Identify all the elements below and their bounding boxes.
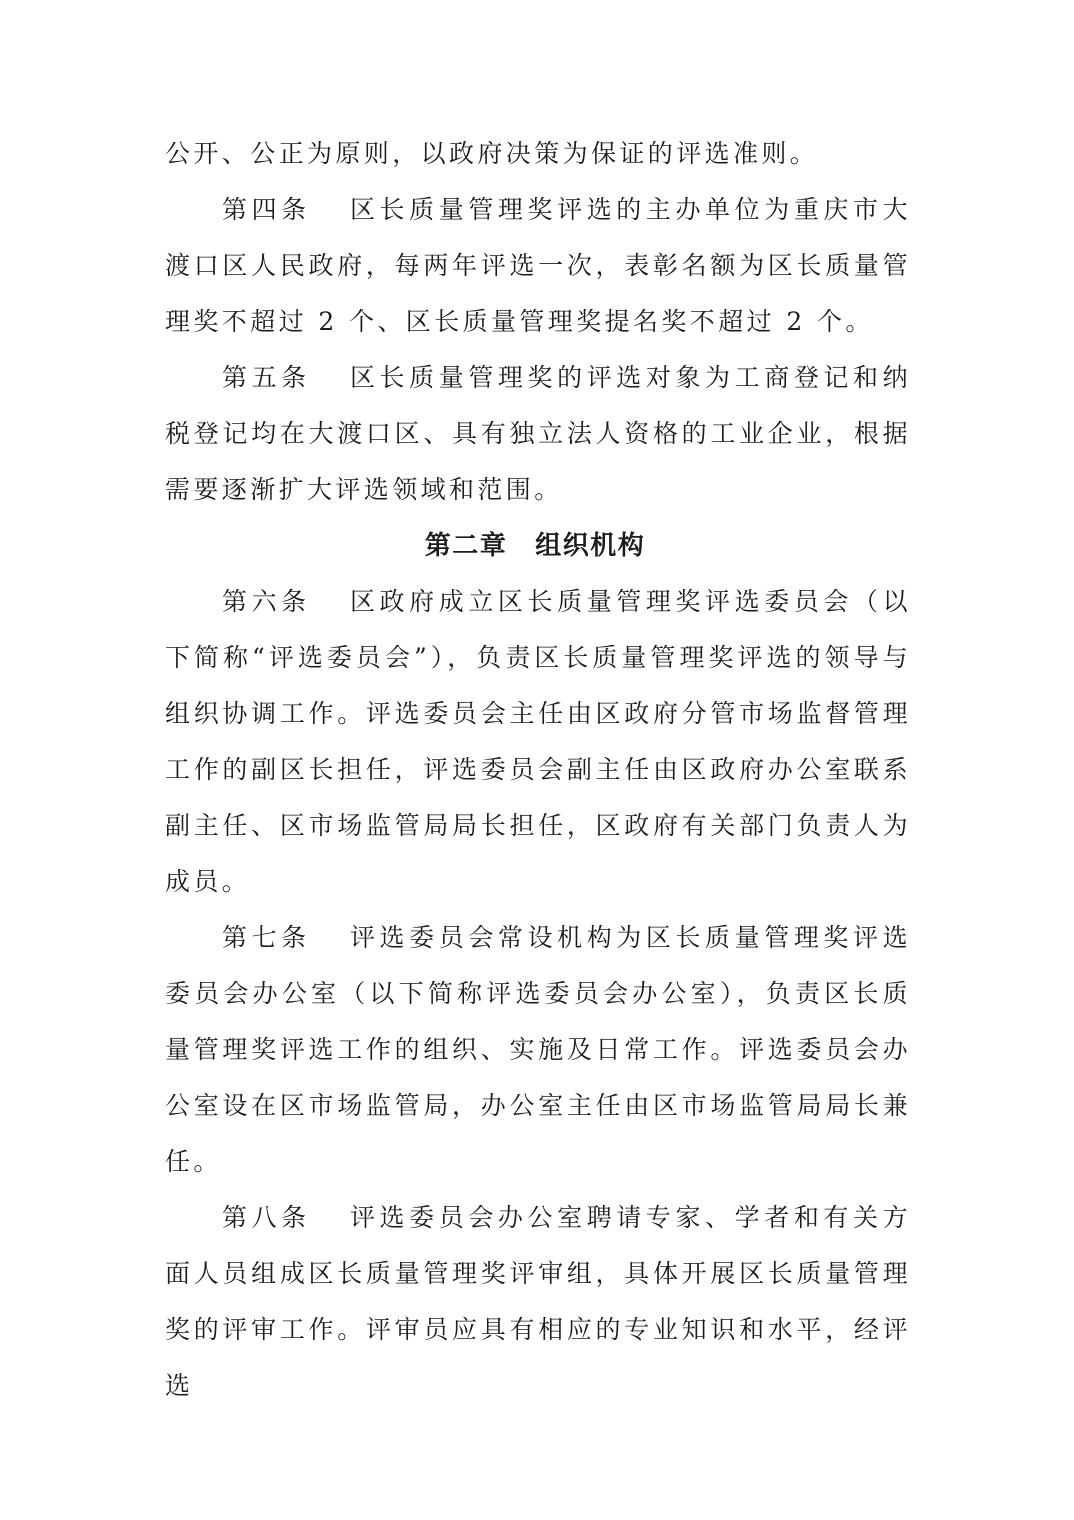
- article-6-text: 区政府成立区长质量管理奖评选委员会（以下简称“评选委员会”），负责区长质量管理奖评选的领导与组织协调工作。评选委员会主任由区政府分管市场监督管理工作的副区长担任，评选委员会副主任由区政府办公室联系副主任、区市场监管局局长担任，区政府有关部门负责人为成员。: [165, 587, 911, 896]
- article-8-label: 第八条: [222, 1203, 311, 1232]
- article-4-label: 第四条: [222, 195, 311, 224]
- article-5-label: 第五条: [222, 363, 311, 392]
- article-5: [165, 350, 911, 518]
- article-7-label: 第七条: [222, 923, 311, 952]
- chapter-number: 第二章: [424, 531, 508, 561]
- article-8-text: 评选委员会办公室聘请专家、学者和有关方面人员组成区长质量管理奖评审组，具体开展区长质量管理奖的评审工作。评审员应具有相应的专业知识和水平，经评选: [165, 1203, 911, 1400]
- article-6: [165, 574, 911, 910]
- article-7: [165, 910, 911, 1190]
- chapter-title: 组织机构: [535, 531, 646, 561]
- chapter-heading: [165, 518, 911, 574]
- article-7-text: 评选委员会常设机构为区长质量管理奖评选委员会办公室（以下简称评选委员会办公室），负责区长质量管理奖评选工作的组织、实施及日常工作。评选委员会办公室设在区市场监管局，办公室主任由区市场监管局局长兼任。: [165, 923, 911, 1176]
- article-4-text: 区长质量管理奖评选的主办单位为重庆市大渡口区人民政府，每两年评选一次，表彰名额为区长质量管理奖不超过 2 个、区长质量管理奖提名奖不超过 2 个。: [165, 195, 911, 336]
- article-5-text: 区长质量管理奖的评选对象为工商登记和纳税登记均在大渡口区、具有独立法人资格的工业企业，根据需要逐渐扩大评选领域和范围。: [165, 363, 911, 504]
- article-4: [165, 182, 911, 350]
- article-6-label: 第六条: [222, 587, 311, 616]
- continuation-paragraph: 公开、公正为原则，以政府决策为保证的评选准则。: [165, 139, 819, 168]
- article-8: [165, 1190, 911, 1414]
- document-page: [165, 126, 911, 1414]
